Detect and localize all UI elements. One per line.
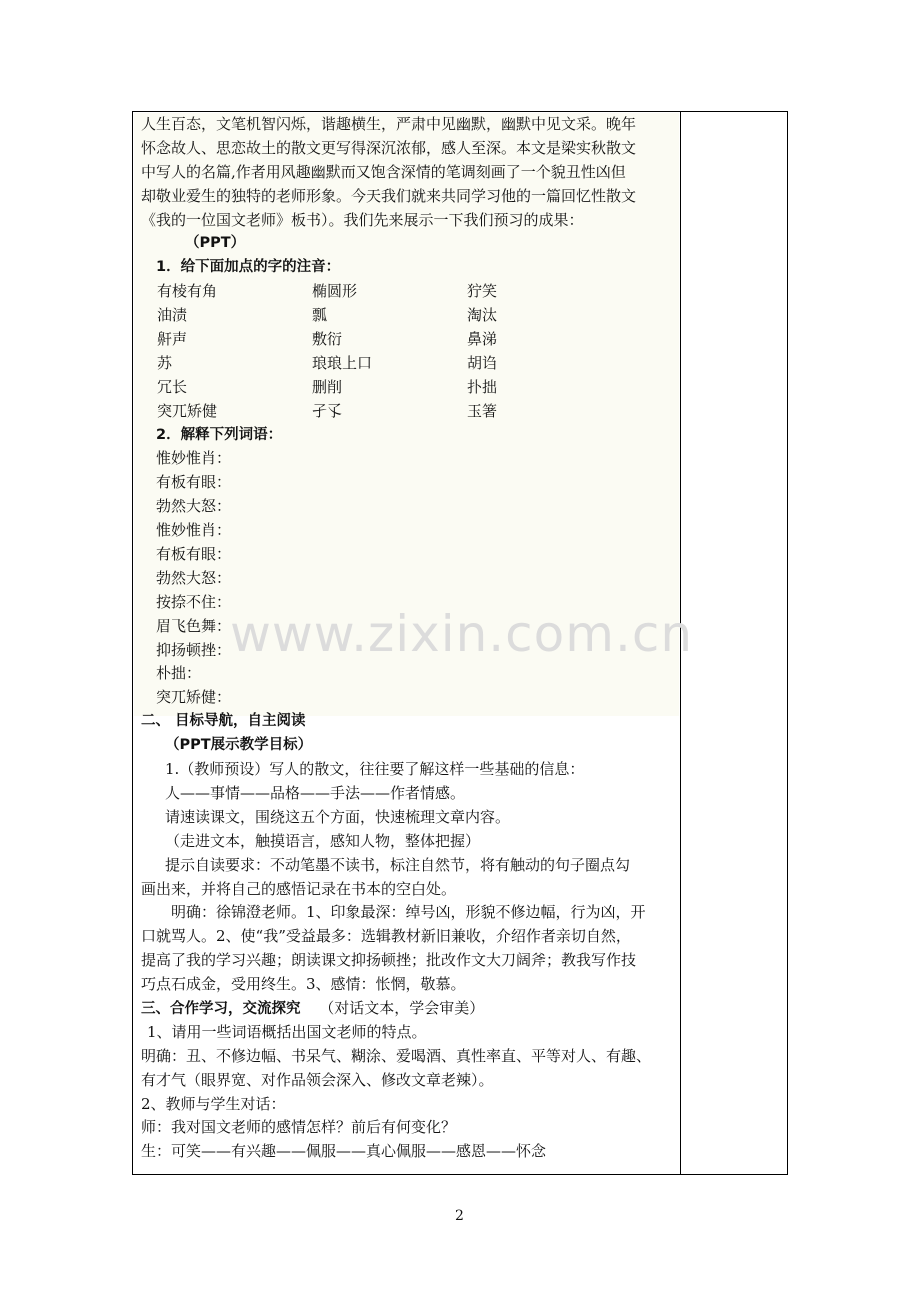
- pinyin-word: 琅琅上口: [312, 353, 373, 372]
- pinyin-row: [141, 352, 679, 376]
- section-2-line: 人——事情——品格——手法——作者情感。: [165, 783, 466, 802]
- section-3-heading: [141, 997, 679, 1021]
- intro-line: 怀念故人、思恋故土的散文更写得深沉浓郁，感人至深。本文是梁实秋散文: [141, 138, 637, 157]
- section-3-title: 三、合作学习，交流探究: [141, 1000, 301, 1017]
- section-2-line: （走进文本，触摸语言，感知人物，整体把握）: [165, 831, 481, 850]
- section-2-line: 提示自读要求：不动笔墨不读书，标注自然节，将有触动的句子圈点勾: [165, 855, 631, 874]
- vocab-item: 有板有眼：: [156, 545, 232, 564]
- pinyin-word: 鼾声: [157, 330, 188, 349]
- ppt-goals-label: （PPT展示教学目标）: [165, 737, 313, 754]
- section-2-line: 口就骂人。2、使“我”受益最多：选辑教材新旧兼收，介绍作者亲切自然，: [141, 927, 631, 946]
- pinyin-word: 胡诌: [467, 353, 498, 372]
- pinyin-word: 有棱有角: [157, 282, 218, 301]
- section-3-line: 1、请用一些词语概括出国文老师的特点。: [147, 1022, 427, 1041]
- section-2-line: 画出来，并将自己的感悟记录在书本的空白处。: [141, 879, 457, 898]
- section-2-line: 明确：徐锦澄老师。1、印象最深：绰号凶，形貌不修边幅，行为凶，开: [171, 903, 646, 922]
- section-3-note: （对话文本，学会审美）: [319, 998, 485, 1017]
- pinyin-word: 苏: [157, 353, 173, 372]
- section-3-line: 有才气（眼界宽、对作品领会深入、修改文章老辣）。: [141, 1070, 494, 1089]
- pinyin-word: 玉箸: [467, 401, 498, 420]
- section-2-title: 二、 目标导航，自主阅读: [141, 713, 306, 730]
- pinyin-word: 敷衍: [312, 330, 343, 349]
- vocab-item: 惟妙惟肖：: [156, 449, 232, 468]
- pinyin-row: [141, 400, 679, 424]
- pinyin-word: 鼻涕: [467, 330, 498, 349]
- pinyin-row: [141, 376, 679, 400]
- vocab-item: 朴拙：: [156, 664, 202, 683]
- pinyin-row: [141, 280, 679, 304]
- vocab-item: 眉飞色舞：: [156, 616, 232, 635]
- vocab-item: 按捺不住：: [156, 592, 232, 611]
- page-number: 2: [455, 1208, 464, 1224]
- intro-line: 却敬业爱生的独特的老师形象。今天我们就来共同学习他的一篇回忆性散文: [141, 186, 637, 205]
- pinyin-row: [141, 328, 679, 352]
- pinyin-word: 淘汰: [467, 306, 498, 325]
- pinyin-word: 冗长: [157, 377, 188, 396]
- intro-line: 《我的一位国文老师》板书）。我们先来展示一下我们预习的成果：: [141, 210, 584, 229]
- lesson-content: [141, 113, 679, 1164]
- section-3-line: 生：可笑——有兴趣——佩服——真心佩服——感恩——怀念: [141, 1142, 547, 1161]
- vocab-item: 有板有眼：: [156, 473, 232, 492]
- vocab-item: 抑扬顿挫：: [156, 640, 232, 659]
- pinyin-word: 孑孓: [312, 401, 343, 420]
- vocab-item: 勃然大怒：: [156, 497, 232, 516]
- intro-line: 中写人的名篇,作者用风趣幽默而又饱含深情的笔调刻画了一个貌丑性凶但: [141, 162, 626, 181]
- ppt-label: （PPT）: [185, 235, 246, 252]
- question-1-title: 1．给下面加点的字的注音：: [156, 259, 341, 276]
- section-2-line: 请速读课文，围绕这五个方面，快速梳理文章内容。: [165, 807, 511, 826]
- section-2-line: 巧点石成金，受用终生。3、感情：怅惘，敬慕。: [141, 975, 466, 994]
- pinyin-word: 突兀矫健: [157, 401, 218, 420]
- section-2-line: 1.（教师预设）写人的散文，往往要了解这样一些基础的信息：: [165, 760, 585, 779]
- intro-line: 人生百态，文笔机智闪烁，谐趣横生，严肃中见幽默，幽默中见文采。晚年: [141, 115, 637, 133]
- section-3-line: 2、教师与学生对话：: [141, 1094, 286, 1113]
- pinyin-word: 油渍: [157, 306, 188, 325]
- pinyin-word: 狞笑: [467, 282, 498, 301]
- vocab-item: 突兀矫健：: [156, 688, 232, 707]
- pinyin-word: 扑拙: [467, 377, 498, 396]
- pinyin-word: 椭圆形: [312, 282, 358, 301]
- pinyin-row: [141, 304, 679, 328]
- question-2-title: 2．解释下列词语：: [156, 426, 283, 443]
- vocab-item: 惟妙惟肖：: [156, 521, 232, 540]
- table-column-divider: [680, 111, 681, 1175]
- pinyin-word: 删削: [312, 377, 343, 396]
- vocab-item: 勃然大怒：: [156, 568, 232, 587]
- section-2-line: 提高了我的学习兴趣；朗读课文抑扬顿挫；批改作文大刀阔斧；教我写作技: [141, 951, 637, 970]
- pinyin-word: 瓢: [312, 306, 328, 325]
- section-3-line: 师：我对国文老师的感情怎样？前后有何变化？: [141, 1118, 457, 1137]
- watermark: www.zixin.com.cn: [230, 605, 694, 663]
- section-3-line: 明确：丑、不修边幅、书呆气、糊涂、爱喝酒、真性率直、平等对人、有趣、: [141, 1046, 652, 1065]
